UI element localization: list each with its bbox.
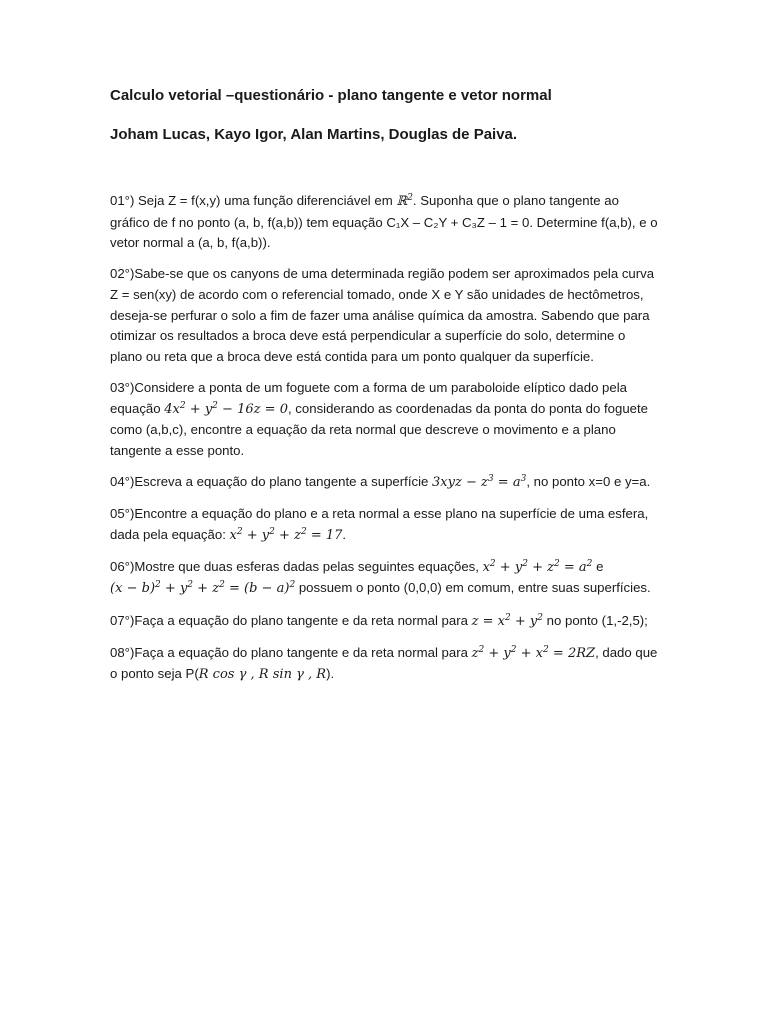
question-text: ).	[326, 666, 335, 682]
question-text: possuem o ponto (0,0,0) em comum, entre suas superfícies.	[295, 580, 651, 596]
question-text: no ponto (1,-2,5);	[543, 612, 648, 628]
question-text: Considere a ponta de um foguete com a forma de um paraboloide elíptico dado pela equação	[110, 379, 627, 416]
math-expression: $z = x^2 + y^2$	[471, 612, 544, 629]
document-authors: Joham Lucas, Kayo Igor, Alan Martins, Douglas de Paiva.	[110, 126, 518, 143]
document-title: Calculo vetorial –questionário - plano tangente e vetor normal	[110, 87, 552, 104]
question-text: Encontre a equação do plano e a reta normal a esse plano na superfície de uma esfera, dada pela equação:	[110, 506, 649, 542]
question-number: 05°)	[110, 506, 135, 522]
math-expression: $x^2 + y^2 + z^2 = 17$	[229, 526, 343, 543]
document-page	[110, 86, 658, 697]
question-number: 01°)	[110, 193, 135, 208]
question-number: 02°)	[110, 266, 135, 282]
question-01	[110, 191, 658, 254]
math-expression: R cos γ , R sin γ , R	[198, 667, 327, 683]
question-number: 08°)	[110, 644, 135, 660]
question-text: .	[342, 526, 347, 542]
math-expression: $(x - b)^2 + y^2 + z^2 = (b - a)^2$	[110, 580, 296, 597]
question-text: , considerando as coordenadas da ponta do ponta do foguete como (a,b,c), encontre a equação da reta normal que descreve o movimento e a plano tangente a esse ponto.	[110, 400, 648, 458]
math-expression: $3xyz - z^3 = a^3$	[432, 473, 527, 490]
math-expression: ℝ$^2$	[396, 193, 413, 209]
question-text: e	[592, 558, 604, 574]
question-08	[110, 643, 658, 686]
math-expression: $x^2 + y^2 + z^2 = a^2$	[482, 558, 593, 575]
question-04	[110, 472, 658, 494]
question-text: Faça a equação do plano tangente e da reta normal para	[134, 612, 472, 628]
math-expression: $z^2 + y^2 + x^2 = 2RZ$	[471, 644, 596, 661]
question-06	[110, 557, 658, 600]
question-number: 04°)	[110, 473, 135, 489]
question-07	[110, 611, 658, 633]
question-text: Mostre que duas esferas dadas pelas seguintes equações,	[134, 558, 483, 574]
question-text: Sabe-se que os canyons de uma determinada região podem ser aproximados pela curva Z = sen(xy) de acordo com o referencial tomado, onde X e Y são unidades de hectômetros, deseja-se perfurar o solo a fim de fazer uma análise química da amostra. Sabendo que para otimizar os resultados a broca deve está perpendicular a superfície do solo, determine o plano ou reta que a broca deve está contida para um ponto qualquer da superfície.	[110, 266, 655, 364]
question-02	[110, 264, 658, 367]
question-number: 07°)	[110, 612, 135, 628]
question-list	[110, 191, 658, 686]
question-number: 03°)	[110, 379, 135, 395]
question-text: , dado que o ponto seja P(	[110, 644, 658, 682]
question-number: 06°)	[110, 558, 135, 574]
question-text: Escreva a equação do plano tangente a superfície	[134, 473, 433, 489]
math-expression: $4x^2 + y^2 - 16z = 0$	[164, 400, 288, 417]
question-03	[110, 378, 658, 461]
question-text: Faça a equação do plano tangente e da reta normal para	[134, 644, 472, 660]
question-text: . Suponha que o plano tangente ao gráfico de f no ponto (a, b, f(a,b)) tem equação C₁X – C₂Y + C₃Z – 1 = 0. Determine f(a,b), e o vetor normal a (a, b, f(a,b)).	[110, 193, 658, 251]
question-text: , no ponto x=0 e y=a.	[526, 473, 651, 489]
question-05	[110, 504, 658, 546]
question-text: Seja Z = f(x,y) uma função diferenciável em	[134, 193, 397, 208]
